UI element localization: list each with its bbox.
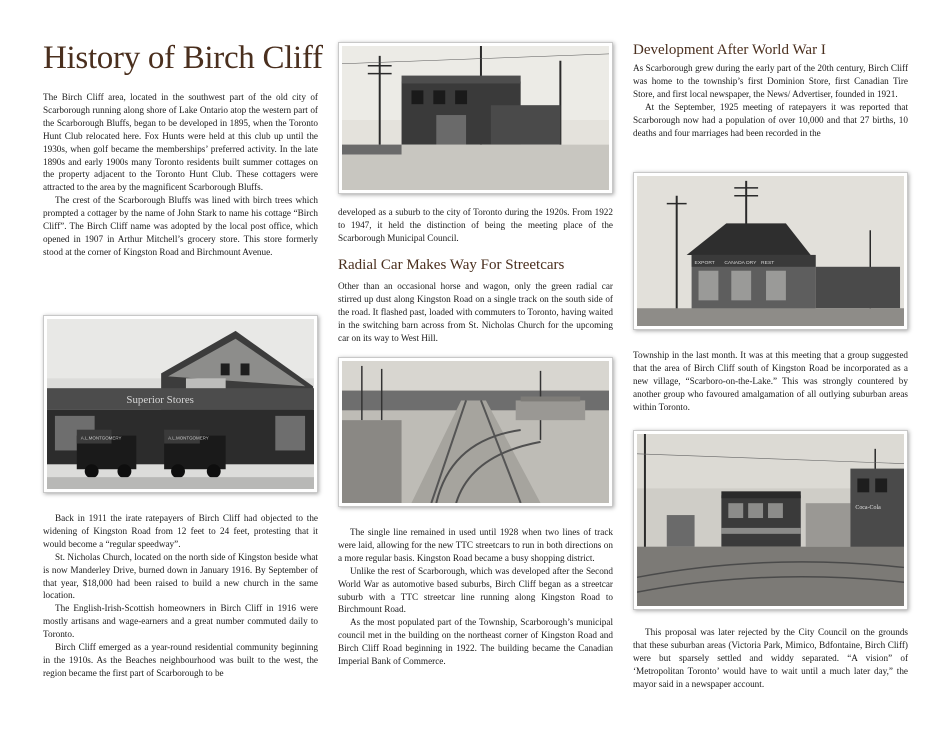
paragraph: The Birch Cliff area, located in the southwest part of the old city of Scarborough running along shore of Lake Ontario atop the western part of the Scarborough Bluffs, began to be developed in 1895, when the Toronto Hunt Club relocated here. Fox Hunts were held at this club up until the 1930s, when golf became the memberships’ preferred activity. In the late 1890s and early 1900s many Toronto residents built summer cottages on the property adjacent to the Toronto Hunt Club. These cottagers were attracted to the area by the magnificent Scarborough Bluffs. [43,92,318,193]
photo-corner-shops [633,172,908,330]
paragraph: As the most populated part of the Township, Scarborough’s municipal council met in the building on the northeast corner of Kingston Road and Birch Cliff Road beginning in 1922. The building became the Canadian Imperial Bank of Commerce. [338,617,613,667]
paragraph: developed as a suburb to the city of Toronto during the 1920s. From 1922 to 1947, it held the distinction of being the meeting place of the Scarborough Municipal Council. [338,207,613,243]
photo-corner-shops-image [637,176,904,326]
paragraph: The English-Irish-Scottish homeowners in Birch Cliff in 1916 were mostly artisans and wage-earners and a great number commuted daily to Toronto. [43,603,318,640]
paragraph: Back in 1911 the irate ratepayers of Birch Cliff had objected to the widening of Kingston Road from 12 feet to 24 feet, protesting that it would become a “regular speedway”. [43,513,318,549]
photo-streetcar-tracks-image [342,361,609,503]
photo-streetcar-tracks [338,357,613,507]
truck-sign-left: A.L.MONTGOMERY [80,435,122,441]
col2-bottom-text [338,526,613,668]
col3-bottom-text [633,626,908,691]
intro-text [43,91,318,259]
section-heading-radial: Radial Car Makes Way For Streetcars [338,257,565,273]
shop-sign-right: REST [761,260,775,266]
shop-sign-left: EXPORT [694,260,715,266]
col2-mid-text [338,280,613,345]
page-title: History of Birch Cliff [43,40,323,76]
paragraph: The crest of the Scarborough Bluffs was lined with birch trees which prompted a cottager by the name of John Stark to name his cottage “Birch Cliff”. The Birch Cliff name was adopted by the local post office, which opened in 1907 in Arthur Mitchell’s grocery store. This store formerly stood at the corner of Kingston Road and Birchmount Avenue. [43,195,318,257]
paragraph: Township in the last month. It was at this meeting that a group suggested that the area of Birch Cliff south of Kingston Road be incorporated as a new village, “Scarboro-on-the-Lake.” This was strongly countered by another group who favoured amalgamation of all outlying suburban areas within Toronto. [633,350,908,412]
photo-superior-stores-image [47,319,314,489]
shop-sign-mid: CANADA DRY [724,260,757,266]
paragraph: The single line remained in used until 1928 when two lines of track were laid, allowing for the new TTC streetcars to run in both directions on a more regular basis. Kingston Road became a busy shopping district. [338,527,613,563]
photo-municipal-building [338,42,613,194]
store-sign: Superior Stores [126,394,194,407]
col3-mid-text [633,349,908,414]
photo-municipal-building-image [342,46,609,190]
paragraph: As Scarborough grew during the early part of the 20th century, Birch Cliff was home to the township’s first Dominion Store, first Canadian Tire Store, and first local newspaper, the News/ Advertiser, founded in 1921. [633,63,908,99]
paragraph: Other than an occasional horse and wagon, only the green radial car stirred up dust along Kingston Road on a single track on the south side of the road. It flashed past, loaded with commuters to Toronto, having waited in the switching barn across from St. Nicholas Church for the upcoming car on its way to West Hill. [338,281,613,343]
photo-ttc-streetcar-image [637,434,904,606]
paragraph: At the September, 1925 meeting of ratepayers it was reported that Scarborough now had a population of over 10,000 and that 27 births, 10 deaths and four marriages had been recorded in the [633,101,908,138]
col3-top-text [633,62,908,139]
col1-bottom-text [43,512,318,680]
photo-ttc-streetcar [633,430,908,610]
paragraph: St. Nicholas Church, located on the north side of Kingston beside what is now Manderley Drive, burned down in January 1916. By September of that year, $18,000 had been raised to build a new church in the same location. [43,551,318,601]
paragraph: Unlike the rest of Scarborough, which was developed after the Second World War as automotive based suburbs, Birch Cliff began as a streetcar suburb with a TTC streetcar line running along Kingston Road to Birchmount Road. [338,565,613,615]
truck-sign-right: A.L.MONTGOMERY [168,435,209,441]
col2-continued-text [338,206,613,245]
paragraph: Birch Cliff emerged as a year-round residential community beginning in the 1910s. As the Beaches neighbourhood was built to the west, the region became the first part of Scarborough to be [43,642,318,678]
streetcar-sign: Coca-Cola [855,505,881,512]
photo-superior-stores [43,315,318,493]
paragraph: This proposal was later rejected by the City Council on the grounds that these suburban areas (Victoria Park, Mimico, Bdfontaine, Birch Cliff) were but sparsely settled and widdy separated. “A vision” of ‘Metropolitan Toronto’ would have to wait until a much later day,” the mayor said in a newspaper account. [633,627,908,689]
section-heading-development: Development After World War I [633,42,826,58]
